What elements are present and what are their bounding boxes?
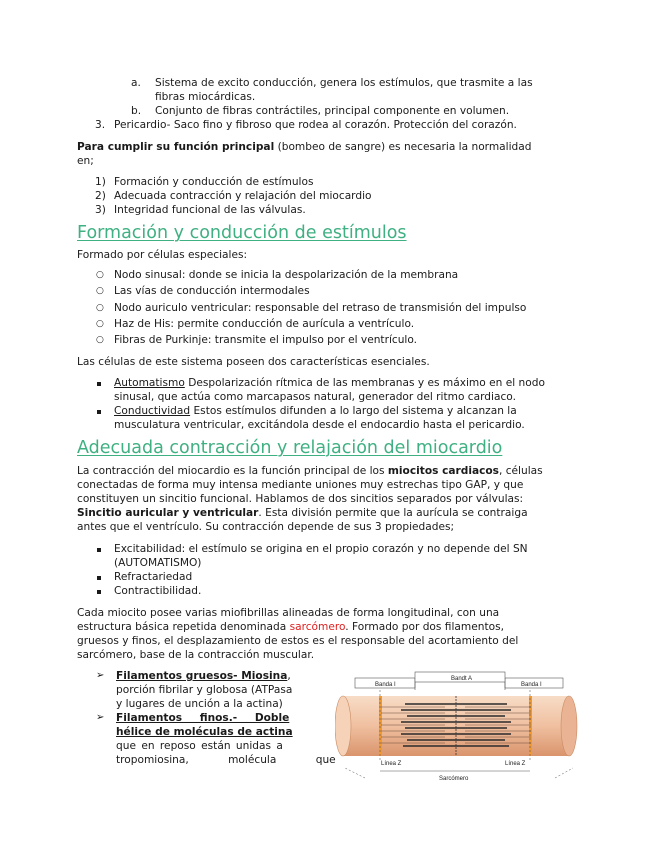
sarcomere-label: Sarcómero bbox=[439, 776, 469, 782]
square-bullet-icon bbox=[97, 548, 101, 552]
myofibril-right-end bbox=[561, 696, 577, 756]
square-bullet-icon bbox=[97, 382, 101, 386]
list-item: Nodo auriculo ventricular: responsable del retraso de transmisión del impulso bbox=[114, 302, 527, 314]
circle-bullet-icon: ○ bbox=[96, 319, 104, 329]
paragraph-line bbox=[77, 506, 578, 520]
intro-bold: Para cumplir su función principal bbox=[77, 141, 275, 153]
paragraph-line: gruesos y finos, el desplazamiento de estos es el responsable del acortamiento del bbox=[77, 635, 519, 647]
property-item: Contractibilidad. bbox=[114, 585, 202, 597]
z-line-right bbox=[529, 696, 532, 756]
bold-text: miocitos cardiacos bbox=[387, 465, 499, 477]
paragraph-line: constituyen un sincitio funcional. Hablamos de dos sincitios separados por válvulas: bbox=[77, 493, 524, 505]
list-item: Nodo sinusal: donde se inicia la despolarización de la membrana bbox=[114, 269, 459, 281]
filament-line: tropomiosina, molécula que bbox=[116, 754, 336, 766]
section-intro: Formado por células especiales: bbox=[77, 249, 248, 261]
paragraph-line: antes que el ventrículo. Su contracción depende de sus 3 propiedades; bbox=[77, 521, 455, 533]
band-a-label: Bandt A bbox=[451, 676, 473, 682]
filament-line: Filamentos finos.- Doble bbox=[116, 712, 290, 724]
list-item: Haz de His: permite conducción de aurícula a ventrículo. bbox=[114, 318, 415, 330]
list-item-text: Conjunto de fibras contráctiles, principal componente en volumen. bbox=[155, 105, 510, 117]
filament-line: que en reposo están unidas a bbox=[116, 740, 283, 752]
text: , bbox=[287, 670, 291, 682]
band-i-right-label: Banda I bbox=[521, 682, 542, 688]
arrow-bullet-icon: ➢ bbox=[96, 712, 105, 723]
guide-line bbox=[555, 768, 573, 778]
text: estructura básica repetida denominada bbox=[77, 621, 290, 633]
filament-line: hélice de moléculas de actina bbox=[116, 726, 293, 738]
list-marker: 3) bbox=[95, 204, 106, 216]
section-heading: Adecuada contracción y relajación del miocardio bbox=[77, 438, 503, 458]
list-item: Las vías de conducción intermodales bbox=[114, 285, 310, 297]
text: . Esta división permite que la aurícula se contraiga bbox=[258, 507, 528, 519]
list-item-text: fibras miocárdicas. bbox=[155, 91, 256, 103]
z-line-left-label: Línea Z bbox=[381, 761, 402, 767]
list-marker: b. bbox=[131, 105, 142, 117]
characteristic-line bbox=[114, 376, 578, 390]
paragraph-line: sarcómero, base de la contracción muscular. bbox=[77, 649, 315, 661]
paragraph-line: conectadas de forma muy intensa mediante uniones muy estrechas tipo GAP, y que bbox=[77, 479, 524, 491]
requirement-item: Adecuada contracción y relajación del miocardio bbox=[114, 190, 372, 202]
term-desc: Estos estímulos difunden a lo largo del sistema y alcanzan la bbox=[190, 405, 517, 417]
list-item-text: Pericardio- Saco fino y fibroso que rodea al corazón. Protección del corazón. bbox=[114, 119, 517, 131]
square-bullet-icon bbox=[97, 576, 101, 580]
square-bullet-icon bbox=[97, 590, 101, 594]
section-heading: Formación y conducción de estímulos bbox=[77, 223, 407, 243]
circle-bullet-icon: ○ bbox=[96, 335, 104, 345]
requirement-item: Formación y conducción de estímulos bbox=[114, 176, 314, 188]
filament-line: y lugares de unción a la actina) bbox=[116, 698, 283, 710]
property-item: Excitabilidad: el estímulo se origina en el propio corazón y no depende del SN bbox=[114, 543, 528, 555]
requirement-item: Integridad funcional de las válvulas. bbox=[114, 204, 306, 216]
paragraph-line bbox=[77, 620, 578, 634]
highlight-text: sarcómero bbox=[289, 621, 346, 633]
intro-line2: en; bbox=[77, 155, 94, 167]
filament-line: porción fibrilar y globosa (ATPasa bbox=[116, 684, 293, 696]
paragraph: Las células de este sistema poseen dos características esenciales. bbox=[77, 356, 430, 368]
bold-text: Sincitio auricular y ventricular bbox=[77, 507, 259, 519]
circle-bullet-icon: ○ bbox=[96, 303, 104, 313]
term: Conductividad bbox=[114, 405, 191, 417]
intro-paragraph bbox=[77, 140, 578, 154]
characteristic-line: sinusal, que actúa como marcapasos natural, generador del ritmo cardiaco. bbox=[114, 391, 516, 403]
paragraph-line: Cada miocito posee varias miofibrillas alineadas de forma longitudinal, con una bbox=[77, 607, 500, 619]
list-marker: 1) bbox=[95, 176, 106, 188]
paragraph-line bbox=[77, 464, 578, 478]
band-i-left-label: Banda I bbox=[375, 682, 396, 688]
term: Automatismo bbox=[114, 377, 185, 389]
myofibril-left-end bbox=[335, 696, 351, 756]
list-marker: 3. bbox=[95, 119, 106, 131]
list-item-text: Sistema de excito conducción, genera los estímulos, que trasmite a las bbox=[155, 77, 533, 89]
bold-text: Filamentos gruesos- Miosina bbox=[116, 670, 288, 682]
characteristic-line bbox=[114, 404, 578, 418]
intro-rest: (bombeo de sangre) es necesaria la normalidad bbox=[274, 141, 532, 153]
z-line-left bbox=[379, 696, 382, 756]
circle-bullet-icon: ○ bbox=[96, 286, 104, 296]
list-item: Fibras de Purkinje: transmite el impulso por el ventrículo. bbox=[114, 334, 418, 346]
arrow-bullet-icon: ➢ bbox=[96, 670, 105, 681]
characteristic-line: musculatura ventricular, excitándola desde el endocardio hasta el pericardio. bbox=[114, 419, 525, 431]
list-marker: 2) bbox=[95, 190, 106, 202]
filament-line bbox=[116, 669, 311, 683]
list-marker: a. bbox=[131, 77, 141, 89]
z-line-right-label: Línea Z bbox=[505, 761, 526, 767]
square-bullet-icon bbox=[97, 410, 101, 414]
text: La contracción del miocardio es la función principal de los bbox=[77, 465, 388, 477]
term-desc: Despolarización rítmica de las membranas y es máximo en el nodo bbox=[184, 377, 545, 389]
property-item: (AUTOMATISMO) bbox=[114, 557, 202, 569]
text: , células bbox=[498, 465, 543, 477]
property-item: Refractariedad bbox=[114, 571, 193, 583]
text: . Formado por dos filamentos, bbox=[345, 621, 504, 633]
sarcomere-diagram bbox=[335, 668, 580, 788]
circle-bullet-icon: ○ bbox=[96, 270, 104, 280]
guide-line bbox=[345, 768, 365, 778]
